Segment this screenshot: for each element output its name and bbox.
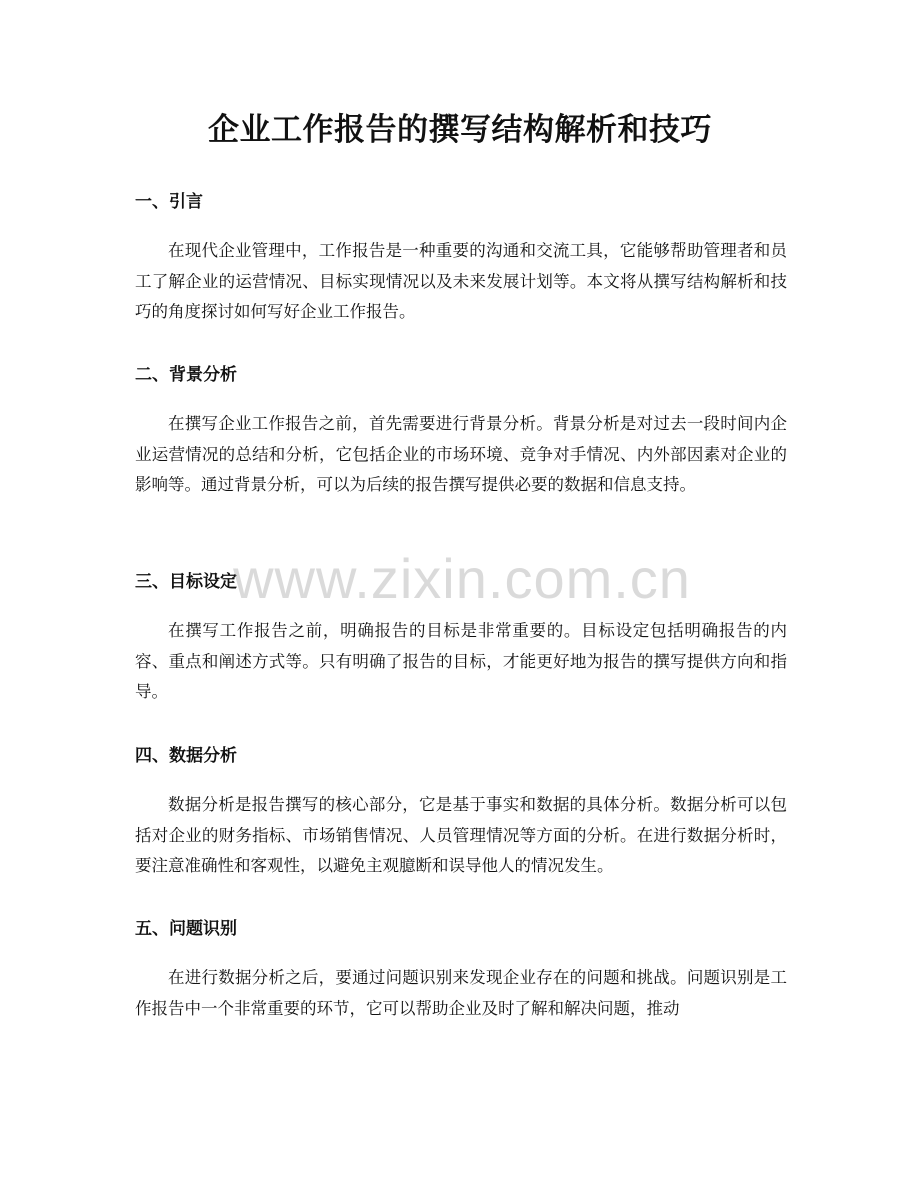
section-background-analysis	[135, 363, 787, 501]
section-heading: 五、问题识别	[135, 919, 237, 939]
section-paragraph: 在撰写企业工作报告之前，首先需要进行背景分析。背景分析是对过去一段时间内企业运营情况的总结和分析，它包括企业的市场环境、竞争对手情况、内外部因素对企业的影响等。通过背景分析，可以为后续的报告撰写提供必要的数据和信息支持。	[135, 414, 787, 494]
section-heading: 三、目标设定	[135, 572, 237, 592]
section-paragraph: 在现代企业管理中，工作报告是一种重要的沟通和交流工具，它能够帮助管理者和员工了解企业的运营情况、目标实现情况以及未来发展计划等。本文将从撰写结构解析和技巧的角度探讨如何写好企业工作报告。	[135, 241, 787, 321]
section-heading: 四、数据分析	[135, 746, 237, 766]
section-paragraph: 数据分析是报告撰写的核心部分，它是基于事实和数据的具体分析。数据分析可以包括对企业的财务指标、市场销售情况、人员管理情况等方面的分析。在进行数据分析时，要注意准确性和客观性，以避免主观臆断和误导他人的情况发生。	[135, 795, 787, 875]
section-paragraph: 在进行数据分析之后，要通过问题识别来发现企业存在的问题和挑战。问题识别是工作报告中一个非常重要的环节，它可以帮助企业及时了解和解决问题，推动	[135, 968, 787, 1018]
section-heading: 二、背景分析	[135, 365, 237, 385]
section-heading: 一、引言	[135, 192, 203, 212]
section-data-analysis	[135, 744, 787, 882]
section-problem-identification	[135, 917, 787, 1024]
document-title: 企业工作报告的撰写结构解析和技巧	[208, 112, 712, 148]
section-paragraph: 在撰写工作报告之前，明确报告的目标是非常重要的。目标设定包括明确报告的内容、重点和阐述方式等。只有明确了报告的目标，才能更好地为报告的撰写提供方向和指导。	[135, 621, 787, 701]
section-introduction	[135, 190, 787, 328]
section-goal-setting	[135, 570, 787, 708]
watermark: www.zixin.com.cn	[233, 547, 691, 610]
